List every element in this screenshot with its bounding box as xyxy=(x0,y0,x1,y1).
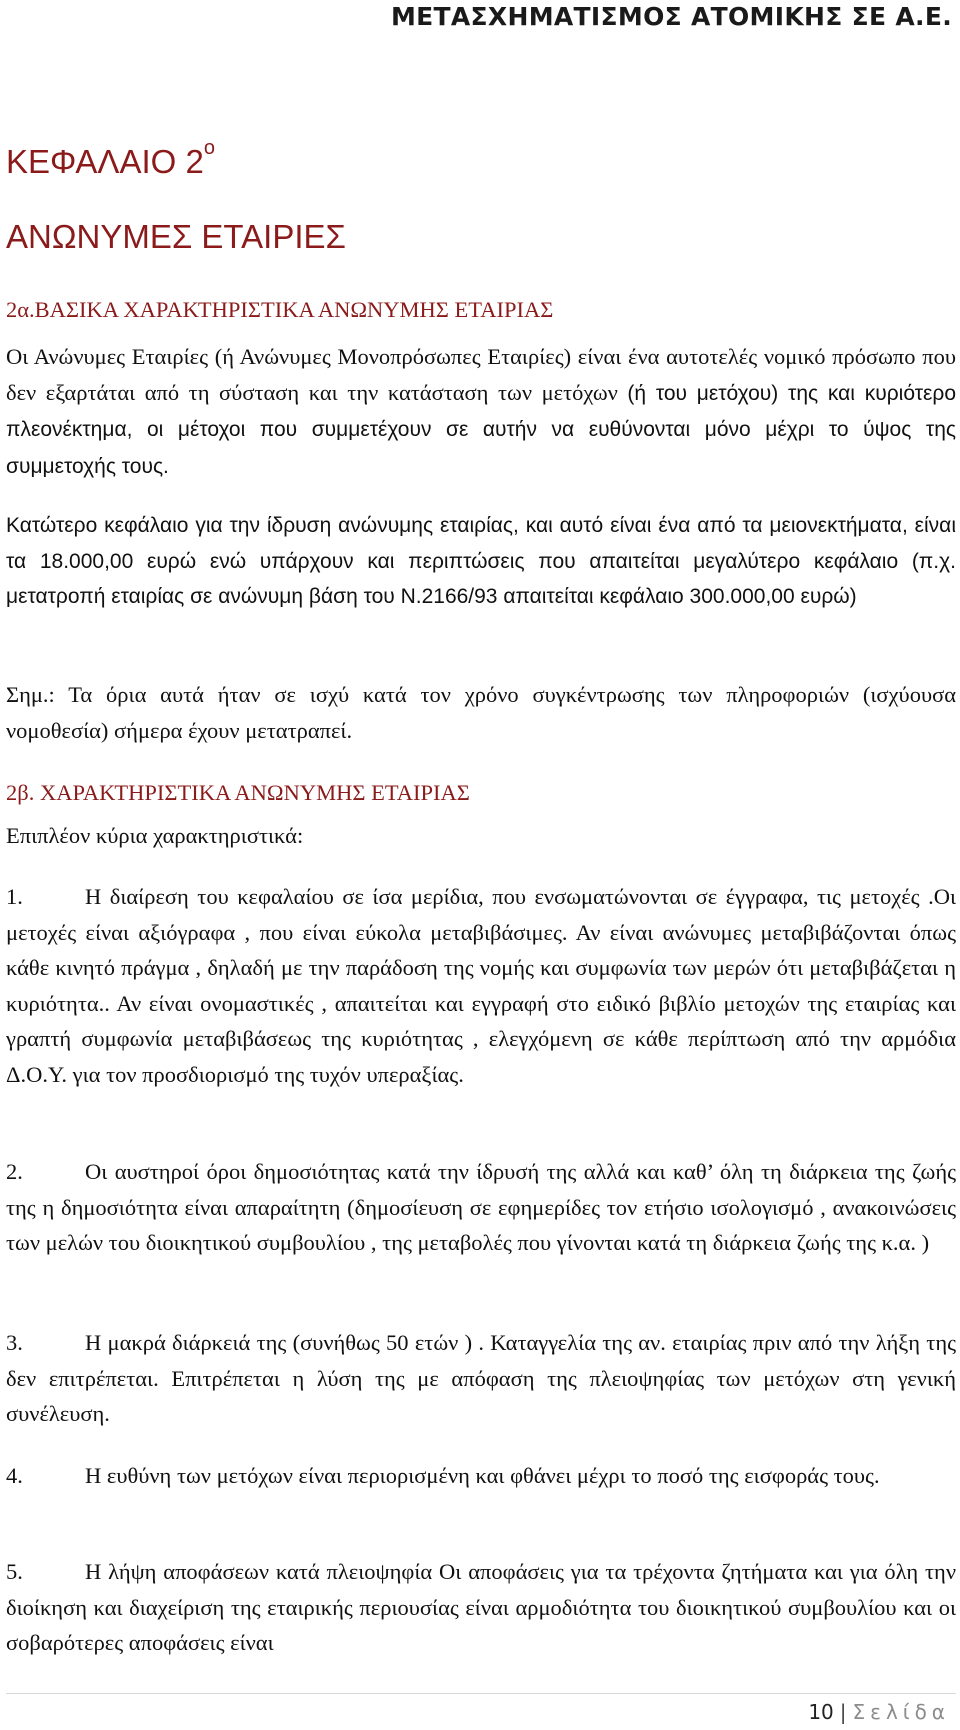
list-item xyxy=(6,1458,956,1494)
list-item-text: Η ευθύνη των μετόχων είναι περιορισμένη και φθάνει μέχρι το ποσό της εισφοράς τους. xyxy=(85,1463,880,1488)
footer-separator: | xyxy=(839,1700,847,1724)
list-item xyxy=(6,879,956,1092)
running-header: ΜΕΤΑΣΧΗΜΑΤΙΣΜΟΣ ΑΤΟΜΙΚΗΣ ΣΕ Α.Ε. xyxy=(391,2,952,31)
section-a-note: Σημ.: Τα όρια αυτά ήταν σε ισχύ κατά τον χρόνο συγκέντρωσης των πληροφοριών (ισχύουσα νομοθεσία) σήμερα έχουν μετατραπεί. xyxy=(6,682,956,743)
list-item xyxy=(6,1554,956,1661)
chapter-superscript: ο xyxy=(203,137,215,159)
list-item-number: 4. xyxy=(6,1463,23,1488)
chapter-number xyxy=(6,137,215,181)
page-label: Σελίδα xyxy=(852,1700,950,1724)
section-a-intro xyxy=(6,339,956,484)
list-item-number: 1. xyxy=(6,884,23,909)
list-item-text: Η μακρά διάρκειά της (συνήθως 50 ετών ) . Καταγγελία της αν. εταιρίας πριν από την λήξη της δεν επιτρέπεται. Επιτρέπεται η λύση της με απόφαση της πλειοψηφίας των μετόχων στη γενική συνέλευση. xyxy=(6,1330,956,1426)
section-b-lead: Επιπλέον κύρια χαρακτηριστικά: xyxy=(6,823,304,848)
section-a-heading: 2α.ΒΑΣΙΚΑ ΧΑΡΑΚΤΗΡΙΣΤΙΚΑ ΑΝΩΝΥΜΗΣ ΕΤΑΙΡΙΑΣ xyxy=(6,297,554,322)
intro-line-1: Οι Ανώνυμες Εταιρίες (ή Ανώνυμες Μονοπρόσωπες Εταιρίες) είναι ένα αυτοτελές νομικό πρόσωπο που δεν εξαρτάται από τη σύσταση και την κατάσταση των μετόχων xyxy=(6,344,956,405)
list-item-text: Η διαίρεση του κεφαλαίου σε ίσα μερίδια, που ενσωματώνονται σε έγγραφα, τις μετοχές .Οι μετοχές είναι αξιόγραφα , που είναι εύκολα μεταβιβάσιμες. Αν είναι ανώνυμες μεταβιβάζονται όπως κάθε κινητό πράγμα , δηλαδή με την παράδοση της νομής και συμφωνία των μερών ότι μεταβιβάζεται η κυριότητα.. Αν είναι ονομαστικές , απαιτείται και εγγραφή στο ειδικό βιβλίο μετοχών της εταιρίας και γραπτή συμφωνία μεταβιβάσεως της κυριότητας , ελεγχόμενη σε κάθε περίπτωση από την αρμόδια Δ.Ο.Υ. για τον προσδιορισμό της τυχόν υπεραξίας. xyxy=(6,884,956,1087)
list-item xyxy=(6,1154,956,1261)
list-item-text: Η λήψη αποφάσεων κατά πλειοψηφία Οι αποφάσεις για τα τρέχοντα ζητήματα και για όλη την διοίκηση και διαχείριση της εταιρικής περιουσίας είναι αρμοδιότητα του διοικητικού συμβουλίου και οι σοβαρότερες αποφάσεις είναι xyxy=(6,1559,956,1655)
list-item-text: Οι αυστηροί όροι δημοσιότητας κατά την ίδρυσή της αλλά και καθ’ όλη τη διάρκεια της ζωής της η δημοσιότητα είναι απαραίτητη (δημοσίευση σε εφημερίδες τον ετήσιο ισολογισμό , ανακοινώσεις των μελών του διοικητικού συμβουλίου , της μεταβολές που γίνονται κατά τη διάρκεια ζωής της κ.α. ) xyxy=(6,1159,956,1255)
list-item xyxy=(6,1325,956,1432)
list-item-number: 3. xyxy=(6,1330,23,1355)
page-footer xyxy=(808,1700,950,1724)
chapter-label: ΚΕΦΑΛΑΙΟ 2 xyxy=(6,143,204,180)
section-a-capital: Κατώτερο κεφάλαιο για την ίδρυση ανώνυμης εταιρίας, και αυτό είναι ένα από τα μειονεκτήματα, είναι τα 18.000,00 ευρώ ενώ υπάρχουν και περιπτώσεις που απαιτείται μεγαλύτερο κεφάλαιο (π.χ. μετατροπή εταιρίας σε ανώνυμη βάση του Ν.2166/93 απαιτείται κεφάλαιο 300.000,00 ευρώ) xyxy=(6,514,956,608)
intro-line-2: (ή του μετόχου) της και κυριότερο πλεονέκτημα, οι μέτοχοι που συμμετέχουν σε αυτήν να ευθύνονται μόνο μέχρι το ύψος της συμμετοχής τους. xyxy=(6,381,956,478)
list-item-number: 5. xyxy=(6,1559,23,1584)
chapter-title: ΑΝΩΝΥΜΕΣ ΕΤΑΙΡΙΕΣ xyxy=(6,218,346,255)
page-number: 10 xyxy=(808,1700,834,1724)
list-item-number: 2. xyxy=(6,1159,23,1184)
footer-divider xyxy=(6,1693,956,1694)
section-b-heading: 2β. ΧΑΡΑΚΤΗΡΙΣΤΙΚΑ ΑΝΩΝΥΜΗΣ ΕΤΑΙΡΙΑΣ xyxy=(6,780,470,805)
